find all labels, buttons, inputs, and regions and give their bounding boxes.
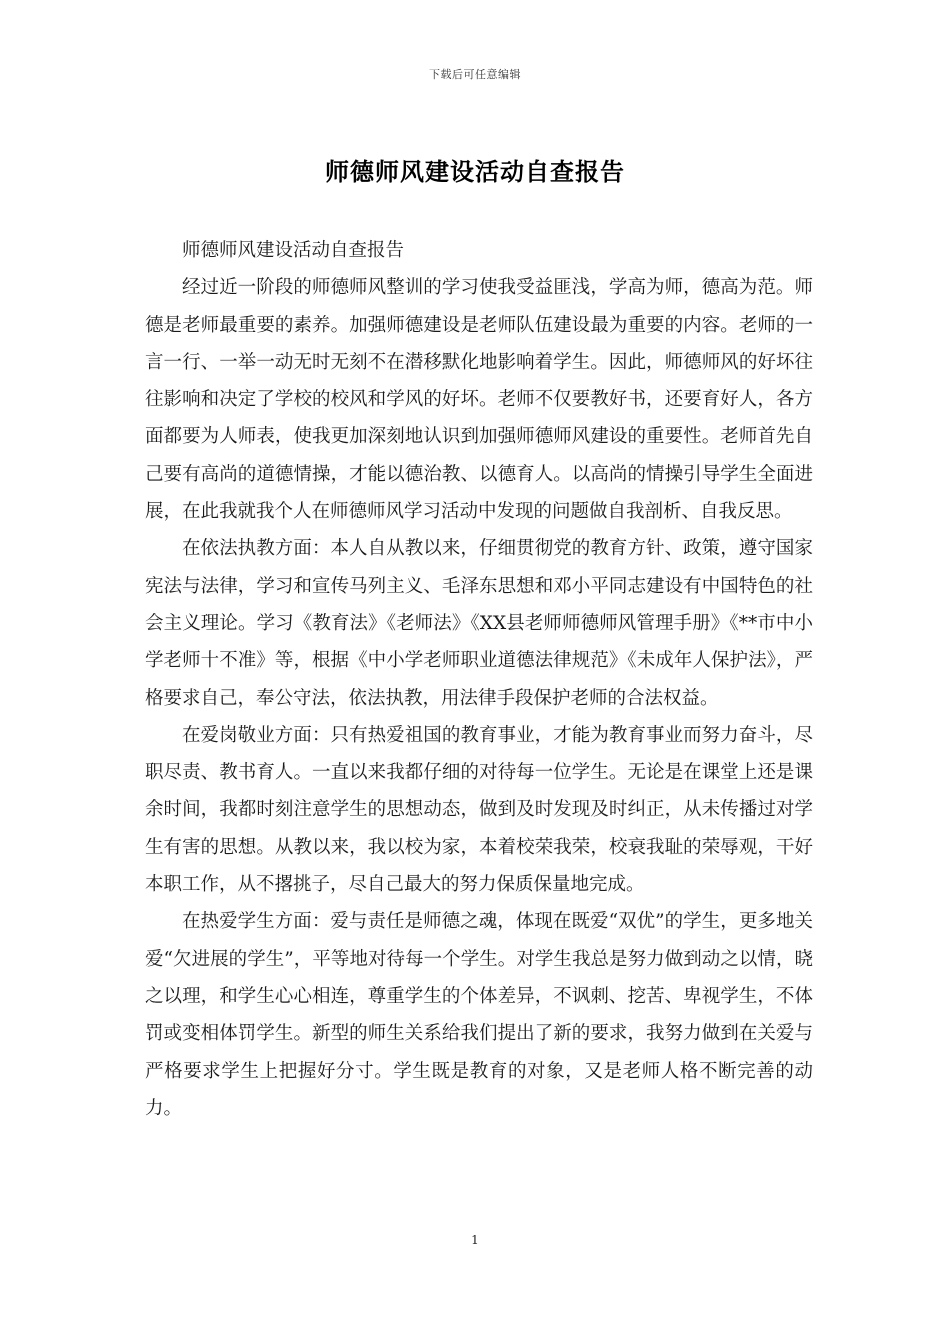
- paragraph-subtitle: 师德师风建设活动自查报告: [182, 240, 405, 261]
- paragraph-dedication: 在爱岗敬业方面：只有热爱祖国的教育事业，才能为教育事业而努力奋斗，尽职尽责、教书育人。一直以来我都仔细的对待每一位学生。无论是在课堂上还是课余时间，我都时刻注意学生的思想动态，做到及时发现及时纠正，从未传播过对学生有害的思想。从教以来，我以校为家，本着校荣我荣，校衰我耻的荣辱观，干好本职工作，从不撂挑子，尽自己最大的努力保质保量地完成。: [145, 724, 813, 896]
- page-number: 1: [471, 1233, 479, 1247]
- header-note: 下载后可任意编辑: [429, 68, 521, 81]
- paragraph-law-teaching: 在依法执教方面：本人自从教以来，仔细贯彻党的教育方针、政策，遵守国家宪法与法律，学习和宣传马列主义、毛泽东思想和邓小平同志建设有中国特色的社会主义理论。学习《教育法》《老师法》《XX县老师师德师风管理手册》《**市中小学老师十不准》等，根据《中小学老师职业道德法律规范》《未成年人保护法》，严格要求自己，奉公守法，依法执教，用法律手段保护老师的合法权益。: [145, 538, 813, 709]
- document-title: 师德师风建设活动自查报告: [325, 157, 625, 186]
- document-body: [145, 232, 813, 1127]
- paragraph-introduction: 经过近一阶段的师德师风整训的学习使我受益匪浅，学高为师，德高为范。师德是老师最重要的素养。加强师德建设是老师队伍建设最为重要的内容。老师的一言一行、一举一动无时无刻不在潜移默化地影响着学生。因此，师德师风的好坏往往影响和决定了学校的校风和学风的好坏。老师不仅要教好书，还要育好人，各方面都要为人师表，使我更加深刻地认识到加强师德师风建设的重要性。老师首先自己要有高尚的道德情操，才能以德治教、以德育人。以高尚的情操引导学生全面进展，在此我就我个人在师德师风学习活动中发现的问题做自我剖析、自我反思。: [145, 277, 813, 523]
- paragraph-caring-students: 在热爱学生方面：爱与责任是师德之魂，体现在既爱“双优”的学生，更多地关爱“欠进展的学生”，平等地对待每一个学生。对学生我总是努力做到动之以情，晓之以理，和学生心心相连，尊重学生的个体差异，不讽刺、挖苦、卑视学生，不体罚或变相体罚学生。新型的师生关系给我们提出了新的要求，我努力做到在关爱与严格要求学生上把握好分寸。学生既是教育的对象，又是老师人格不断完善的动力。: [145, 911, 813, 1119]
